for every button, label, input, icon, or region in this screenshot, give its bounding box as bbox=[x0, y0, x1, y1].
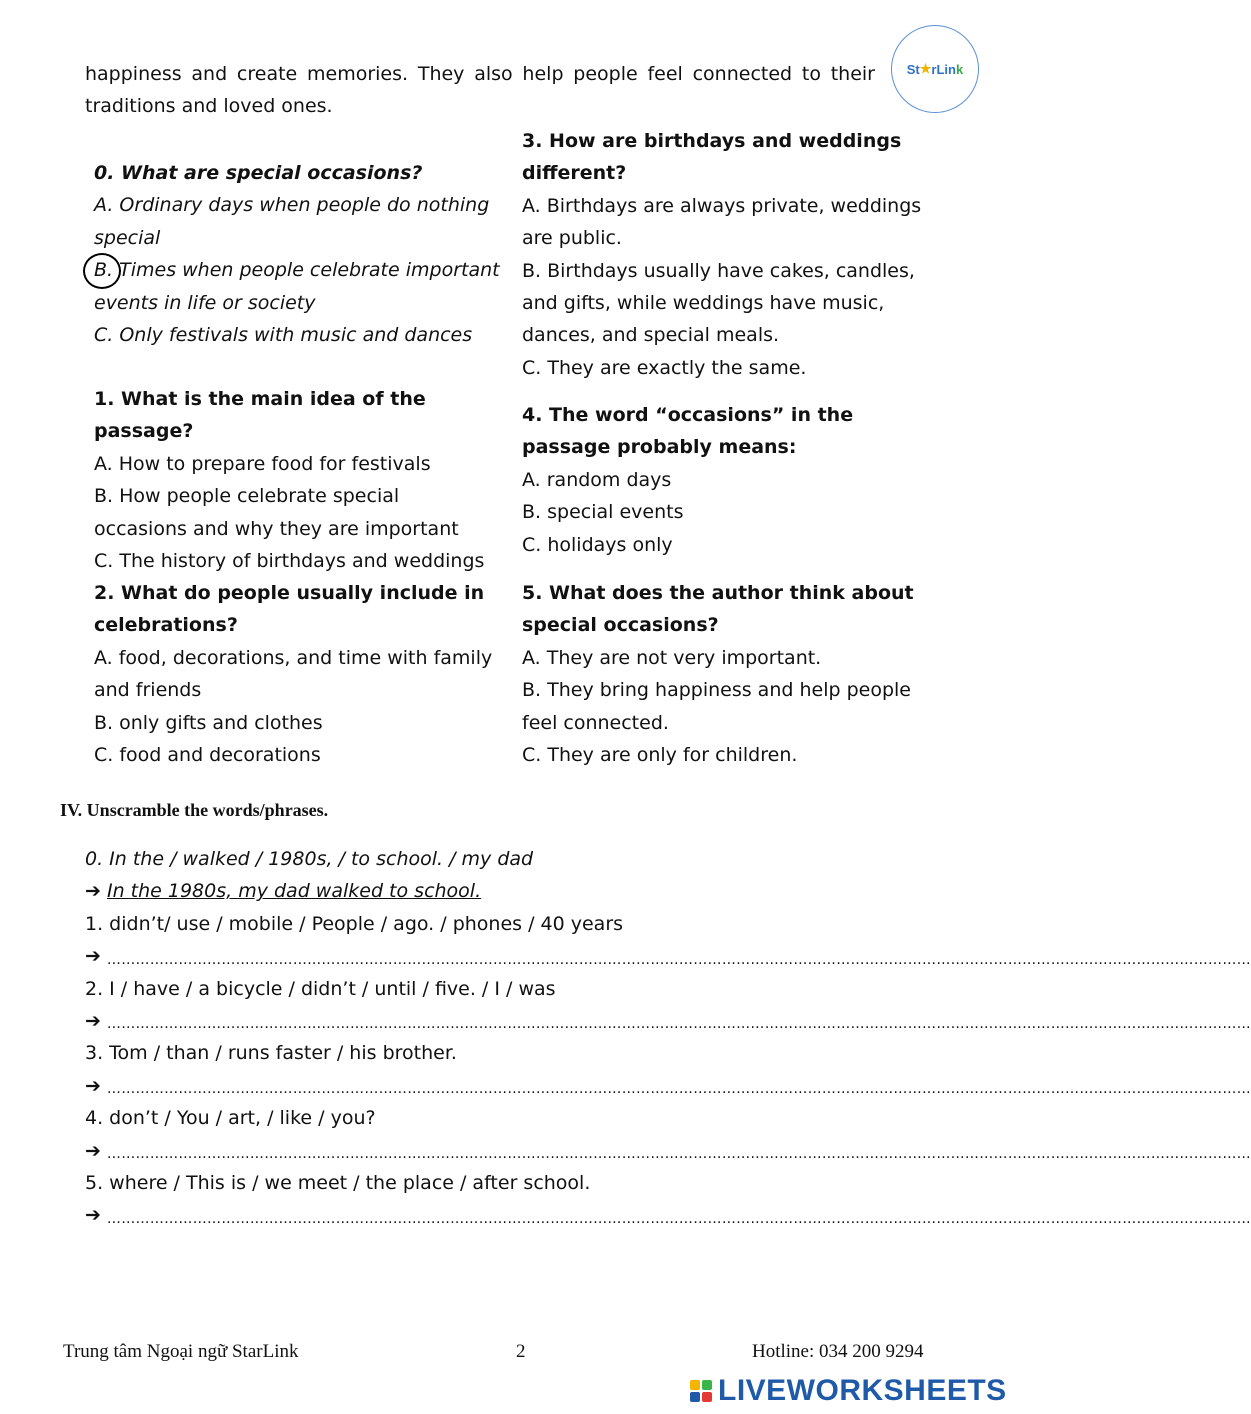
logo-star-icon: ★ bbox=[919, 61, 932, 76]
arrow-icon: ➔ bbox=[85, 1204, 101, 1227]
example-answer-line bbox=[85, 875, 865, 907]
question-3-option-b[interactable]: B. Birthdays usually have cakes, candles, and gifts, while weddings have music, dances, and special meals. bbox=[522, 259, 915, 347]
unscramble-item-2-answer bbox=[85, 1005, 1251, 1037]
unscramble-item-3-answer bbox=[85, 1070, 1251, 1102]
logo-text-rlin: rLin bbox=[931, 61, 956, 77]
arrow-icon: ➔ bbox=[85, 880, 101, 903]
question-4-title: 4. The word “occasions” in the passage probably means: bbox=[522, 404, 854, 459]
question-1 bbox=[94, 383, 494, 577]
question-2 bbox=[94, 577, 494, 771]
question-1-option-a[interactable]: A. How to prepare food for festivals bbox=[94, 452, 431, 475]
answer-input-4[interactable]: …………………………………………………………………………………………………………………………………………………………………………………………………………………… bbox=[106, 1146, 1251, 1163]
question-2-option-b[interactable]: B. only gifts and clothes bbox=[94, 711, 323, 734]
passage-line-2: traditions and loved ones. bbox=[85, 95, 333, 118]
answer-input-3[interactable]: …………………………………………………………………………………………………………………………………………………………………………………………………………………… bbox=[106, 1081, 1251, 1098]
example-prompt: 0. In the / walked / 1980s, / to school. / my dad bbox=[85, 848, 534, 870]
unscramble-item-4-prompt: 4. don’t / You / art, / like / you? bbox=[85, 1107, 376, 1130]
unscramble-item-1-answer bbox=[85, 940, 1251, 972]
question-4-option-c[interactable]: C. holidays only bbox=[522, 533, 673, 556]
question-3 bbox=[522, 125, 942, 384]
arrow-icon: ➔ bbox=[85, 1010, 101, 1033]
unscramble-item-5-answer bbox=[85, 1199, 1251, 1231]
liveworksheets-text: LIVEWORKSHEETS bbox=[718, 1374, 1007, 1407]
question-1-option-c[interactable]: C. The history of birthdays and weddings bbox=[94, 550, 485, 573]
question-2-option-a[interactable]: A. food, decorations, and time with family and friends bbox=[94, 646, 493, 702]
question-3-option-c[interactable]: C. They are exactly the same. bbox=[522, 356, 807, 379]
unscramble-list bbox=[85, 843, 1251, 1232]
question-4-option-a[interactable]: A. random days bbox=[522, 468, 672, 491]
arrow-icon: ➔ bbox=[85, 945, 101, 968]
question-0-option-b[interactable] bbox=[94, 254, 514, 319]
unscramble-item-3-prompt: 3. Tom / than / runs faster / his brother. bbox=[85, 1042, 457, 1065]
question-1-title: 1. What is the main idea of the passage? bbox=[94, 388, 426, 443]
question-0-option-b-text: Times when people celebrate important events in life or society bbox=[94, 259, 500, 314]
question-0 bbox=[94, 157, 514, 351]
liveworksheets-logo-icon bbox=[690, 1380, 712, 1402]
logo-text-st: St bbox=[906, 61, 920, 77]
answer-circle bbox=[83, 253, 121, 289]
question-0-option-b-letter: B. bbox=[94, 254, 113, 286]
unscramble-item-1-prompt: 1. didn’t/ use / mobile / People / ago. / phones / 40 years bbox=[85, 912, 624, 935]
question-5 bbox=[522, 577, 942, 771]
question-3-option-a[interactable]: A. Birthdays are always private, weddings are public. bbox=[522, 194, 922, 250]
unscramble-item-4-answer bbox=[85, 1135, 1251, 1167]
question-5-option-b[interactable]: B. They bring happiness and help people feel connected. bbox=[522, 679, 911, 734]
question-5-option-a[interactable]: A. They are not very important. bbox=[522, 646, 822, 669]
starlink-logo bbox=[891, 25, 979, 113]
arrow-icon: ➔ bbox=[85, 1074, 101, 1097]
footer-center-name: Trung tâm Ngoại ngữ StarLink bbox=[63, 1341, 299, 1362]
question-5-option-c[interactable]: C. They are only for children. bbox=[522, 744, 798, 767]
unscramble-item-2-prompt: 2. I / have / a bicycle / didn’t / until / five. / I / was bbox=[85, 977, 556, 1000]
liveworksheets-watermark bbox=[690, 1374, 1007, 1408]
question-0-title: 0. What are special occasions? bbox=[94, 162, 423, 184]
question-4 bbox=[522, 399, 942, 561]
question-4-option-b[interactable]: B. special events bbox=[522, 501, 684, 524]
unscramble-item-5-prompt: 5. where / This is / we meet / the place / after school. bbox=[85, 1172, 591, 1195]
logo-text-k: k bbox=[955, 61, 964, 77]
answer-input-1[interactable]: …………………………………………………………………………………………………………………………………………………………………………………………………………………… bbox=[106, 951, 1251, 968]
question-0-option-a[interactable]: A. Ordinary days when people do nothing special bbox=[94, 194, 490, 249]
passage-line-1: happiness and create memories. They also help people feel connected to their bbox=[85, 63, 875, 85]
question-0-option-c[interactable]: C. Only festivals with music and dances bbox=[94, 324, 473, 347]
question-1-option-b[interactable]: B. How people celebrate special occasions and why they are important bbox=[94, 485, 459, 540]
answer-input-5[interactable]: …………………………………………………………………………………………………………………………………………………………………………………………………………………… bbox=[106, 1210, 1251, 1227]
arrow-icon: ➔ bbox=[85, 1139, 101, 1162]
answer-input-2[interactable]: …………………………………………………………………………………………………………………………………………………………………………………………………………………… bbox=[106, 1016, 1251, 1033]
example-answer: In the 1980s, my dad walked to school. bbox=[106, 880, 482, 903]
section-4-heading: IV. Unscramble the words/phrases. bbox=[60, 800, 329, 820]
footer-page-number: 2 bbox=[516, 1341, 526, 1362]
question-3-title: 3. How are birthdays and weddings different? bbox=[522, 130, 902, 185]
passage-ending bbox=[85, 58, 875, 123]
question-2-option-c[interactable]: C. food and decorations bbox=[94, 744, 321, 767]
question-5-title: 5. What does the author think about special occasions? bbox=[522, 582, 914, 637]
question-2-title: 2. What do people usually include in celebrations? bbox=[94, 582, 485, 637]
footer-hotline: Hotline: 034 200 9294 bbox=[752, 1341, 924, 1362]
